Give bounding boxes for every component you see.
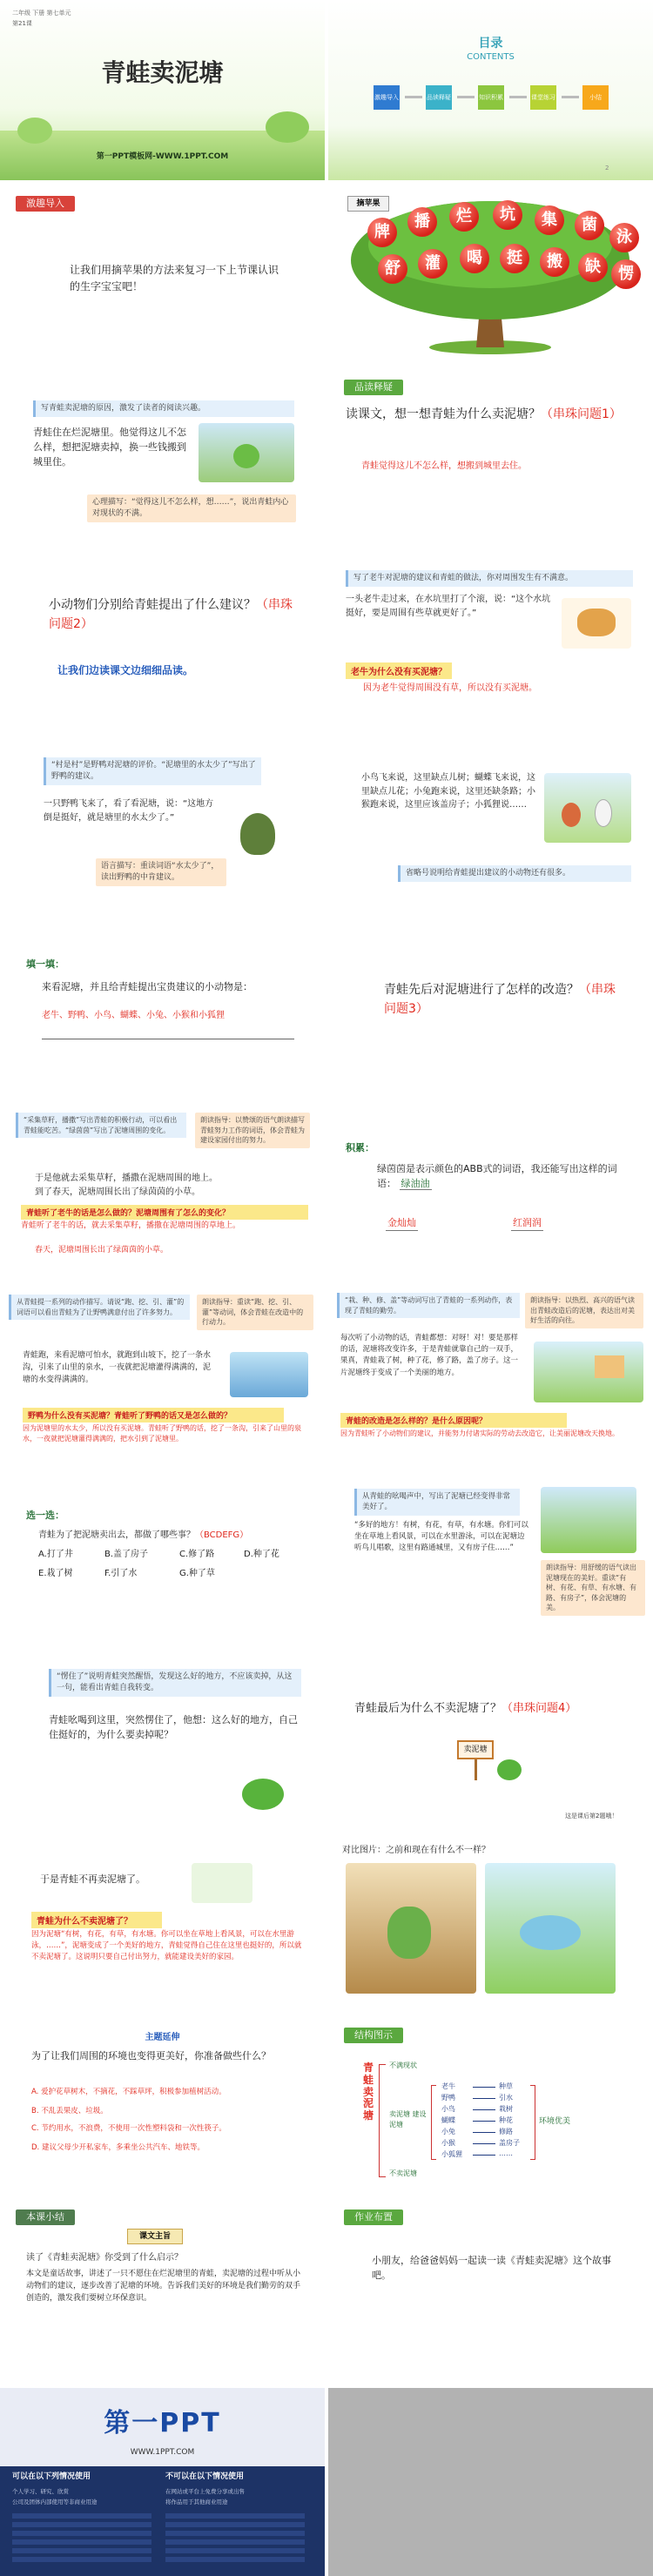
apple-char[interactable]: 喝 <box>460 244 489 273</box>
choose-option-f: F.引了水 <box>104 1569 138 1578</box>
q3-question-text: 青蛙先后对泥塘进行了怎样的改造？ <box>384 983 579 997</box>
sign-post <box>475 1759 477 1780</box>
frog-icon <box>242 1779 284 1810</box>
compare-title: 对比图片：之前和现在有什么不一样？ <box>342 1846 490 1855</box>
accum-text <box>377 1161 629 1191</box>
read1-text: 青蛙住在烂泥塘里。他觉得这儿不怎么样，想把泥塘卖掉，换一些钱搬到城里住。 <box>33 427 186 468</box>
structure-row-who: 小鸟 <box>441 2105 455 2113</box>
read2-question <box>346 406 633 425</box>
summary-tag: 本课小结 <box>16 2209 75 2225</box>
build-text: 每次听了小动物的话，青蛙都想：对呀！对！要是那样的话，泥塘将改变许多，于是青蛙就靠自己的一双手，果真，青蛙栽了树，种了花，修了路，盖了房子。这一片泥塘终于变成了一个美丽的地方。 <box>340 1334 519 1377</box>
birds-slide[interactable] <box>328 735 653 915</box>
choose-option-e: E.栽了树 <box>38 1569 73 1578</box>
homework-tag: 作业布置 <box>344 2209 403 2225</box>
footer-link-list-2 <box>165 2513 305 2566</box>
q3-question <box>384 981 619 1019</box>
pond-image <box>230 1352 308 1397</box>
scenery-note-top: 从青蛙的吆喝声中，写出了泥塘已经变得非常美好了。 <box>354 1489 520 1516</box>
structure-slide[interactable] <box>328 2021 653 2201</box>
apple-char[interactable]: 愣 <box>611 259 641 289</box>
cow-icon <box>577 609 616 636</box>
accum-given: 绿油油 <box>401 1178 430 1190</box>
changes-slide[interactable] <box>0 1102 325 1282</box>
structure-row-what: 种草 <box>499 2082 513 2090</box>
structure-title: 青蛙卖泥塘 <box>363 2061 374 2122</box>
nosell-answer: 因为泥塘“有树，有花，有草，有水塘。你可以坐在草地上看风景，可以在水里游泳，……”，泥塘变成了一个美好的地方，青蛙觉得自己住在这里也挺好的，所以就不卖泥塘了。这说明只要自己付出努力，就能建设美好的家园。 <box>31 1930 302 1962</box>
duck-image <box>228 804 289 865</box>
duck-slide[interactable] <box>0 735 325 915</box>
q4-question <box>354 1700 642 1718</box>
footer-slide[interactable] <box>0 2388 325 2576</box>
bush-decoration <box>17 118 52 144</box>
scenery-text: “多好的地方！有树，有花，有草，有水塘。你们可以坐在草地上看风景，可以在水里游泳，可以在泥塘边听鸟儿唱歌，这里有路通城里，又有房子住……” <box>354 1521 528 1553</box>
structure-row-dash <box>473 2087 495 2088</box>
choose-option-d: D.种了花 <box>244 1550 279 1559</box>
cow-slide[interactable] <box>328 551 653 731</box>
wonder-text: 青蛙吆喝到这里，突然愣住了，他想：这么好的地方，自己住挺好的，为什么要卖掉呢？ <box>49 1714 298 1741</box>
footer-logo: 第一PPT <box>104 2408 221 2438</box>
before-image <box>346 1863 476 1994</box>
intro-slide[interactable] <box>0 184 325 364</box>
choose-slide[interactable] <box>0 1470 325 1650</box>
choose-answer: （BCDEFG） <box>195 1530 249 1540</box>
choose-option-g: G.种了草 <box>179 1569 215 1578</box>
read2-ref: （串珠问题1） <box>541 407 622 421</box>
structure-bracket-inner <box>431 2085 436 2160</box>
after-image <box>485 1863 616 1994</box>
apple-char[interactable]: 挺 <box>500 244 529 273</box>
empty-slot <box>328 2388 653 2576</box>
village-image <box>534 1342 643 1402</box>
theme-item-a: A. 爱护花草树木，不摘花，不踩草坪，积极参加植树活动。 <box>31 2088 226 2096</box>
q2-question-text: 小动物们分别给青蛙提出了什么建议？ <box>49 598 256 612</box>
nosell-question: 青蛙为什么不卖泥塘了？ <box>31 1912 162 1928</box>
structure-tag: 结构图示 <box>344 2028 403 2043</box>
contents-slide[interactable] <box>328 0 653 180</box>
contents-item-1[interactable]: 激趣导入 <box>374 85 400 110</box>
cow-note-top: 写了老牛对泥塘的建议和青蛙的做法，你对周围发生有不满意。 <box>346 570 633 587</box>
structure-row-who: 野鸭 <box>441 2094 455 2102</box>
accum-text-body: 绿茵茵是表示颜色的ABB式的词语，我还能写出这样的词语： <box>377 1163 617 1190</box>
cover-title: 青蛙卖泥塘 <box>101 58 224 87</box>
structure-row-who: 小兔 <box>441 2128 455 2135</box>
q4-slide[interactable] <box>328 1653 653 1833</box>
water-note-top: 从青蛙提一系列的动作描写。请说“跑、挖、引、灌”的词语可以看出青蛙为了让野鸭满意付出了许多努力。 <box>9 1295 190 1320</box>
read2-tag: 品读释疑 <box>344 380 403 395</box>
contents-title-cn: 目录 <box>478 37 503 50</box>
structure-row-what: 引水 <box>499 2094 513 2102</box>
changes-note-right: 朗读指导：以赞颂的语气朗读描写青蛙努力工作的词语，体会青蛙为建设家园付出的努力。 <box>195 1113 310 1148</box>
structure-row-dash <box>473 2143 495 2144</box>
structure-row-who: 小狐狸 <box>441 2150 462 2158</box>
structure-left-mid: 卖泥塘 建设泥塘 <box>389 2110 427 2129</box>
fill1-text: 来看泥塘，并且给青蛙提出宝贵建议的小动物是： <box>42 981 252 992</box>
changes-question: 青蛙听了老牛的话是怎么做的？泥塘周围有了怎么的变化？ <box>21 1205 308 1220</box>
water-slide[interactable] <box>0 1286 325 1466</box>
contents-item-4[interactable]: 课堂练习 <box>530 85 556 110</box>
build-question: 青蛙的改造是怎么样的？是什么原因呢？ <box>340 1413 567 1428</box>
apple-char[interactable]: 牌 <box>367 218 397 247</box>
frog-pond-image <box>199 423 294 482</box>
structure-row-dash <box>473 2109 495 2110</box>
summary-heading: 课文主旨 <box>127 2229 183 2244</box>
page-number: 2 <box>605 165 609 172</box>
read2-slide[interactable] <box>328 367 653 548</box>
structure-row-who: 蝴蝶 <box>441 2116 455 2124</box>
scenery-slide[interactable] <box>328 1470 653 1650</box>
frog-icon <box>233 444 259 468</box>
choose-tag: 选一选： <box>26 1510 64 1521</box>
q2-ref: （串珠问题2） <box>49 598 293 631</box>
accum-slide[interactable] <box>328 1102 653 1282</box>
cow-question: 老牛为什么没有买泥塘？ <box>346 662 452 679</box>
choose-question-text: 青蛙为了把泥塘卖出去，都做了哪些事？ <box>38 1530 195 1540</box>
choose-option-a: A.打了井 <box>38 1550 73 1559</box>
build-note-right: 朗读指导：以热烈、高兴的语气读出青蛙改造后的泥塘，表达出对美好生活的向往。 <box>525 1293 643 1328</box>
accum-tag: 积累： <box>346 1142 374 1153</box>
footer-col2-line2: 将作品用于其他商业用途 <box>165 2499 228 2505</box>
apple-char[interactable]: 泳 <box>609 223 639 252</box>
apple-tree-slide[interactable] <box>328 184 653 364</box>
contents-item-3[interactable]: 知识积累 <box>478 85 504 110</box>
duck-text: 一只野鸭飞来了，看了看泥塘，说：“这地方倒是挺好，就是塘里的水太少了。” <box>44 799 214 823</box>
structure-row-who: 老牛 <box>441 2082 455 2090</box>
apple-char[interactable]: 坑 <box>493 200 522 230</box>
structure-row-what: 栽树 <box>499 2105 513 2113</box>
structure-row-dash <box>473 2132 495 2133</box>
structure-row-dash <box>473 2121 495 2122</box>
intro-tag: 激趣导入 <box>16 196 75 212</box>
cow-text: 一头老牛走过来，在水坑里打了个滚，说：“这个水坑挺好，要是周围有些草就更好了。” <box>346 595 551 618</box>
structure-row-what: 种花 <box>499 2116 513 2124</box>
q2-slide[interactable] <box>0 551 325 731</box>
summary-question: 读了《青蛙卖泥塘》你受到了什么启示？ <box>26 2253 183 2263</box>
water-question: 野鸭为什么没有买泥塘？青蛙听了野鸭的话又是怎么做的？ <box>23 1408 284 1423</box>
structure-result: 环境优美 <box>539 2117 571 2126</box>
duck-icon <box>240 813 275 855</box>
homework-slide[interactable] <box>328 2204 653 2384</box>
cover-meta-1: 二年级 下册 第七单元 <box>12 10 71 17</box>
q4-ref: （串珠问题4） <box>502 1702 577 1715</box>
apple-char[interactable]: 菌 <box>575 211 604 240</box>
cow-image <box>562 598 631 649</box>
pond-scenery-image <box>541 1487 636 1553</box>
contents-title-en: CONTENTS <box>467 52 515 62</box>
pond-icon <box>520 1915 581 1950</box>
footer-col1-title: 可以在以下列情况使用 <box>12 2472 91 2481</box>
frog-image <box>233 1766 294 1819</box>
contents-item-5[interactable]: 小结 <box>582 85 609 110</box>
footer-col1-line2: 公司及团体内部使用等非商业用途 <box>12 2499 98 2505</box>
choose-question <box>38 1529 308 1543</box>
accum-answer-1: 金灿灿 <box>386 1215 418 1231</box>
intro-text: 让我们用摘苹果的方法来复习一下上节课认识的生字宝宝吧！ <box>70 264 279 293</box>
frog-icon <box>497 1759 522 1780</box>
q3-slide[interactable] <box>328 918 653 1099</box>
connector <box>405 96 422 98</box>
birds-text: 小鸟飞来说，这里缺点儿树；蝴蝶飞来说，这里缺点儿花；小兔跑来说，这里还缺条路；小猴跑来说，这里应该盖房子；小狐狸说…… <box>361 773 535 810</box>
footer-col1-line1: 个人学习、研究、欣赏 <box>12 2488 69 2495</box>
water-text: 青蛙跑，来看泥塘可怕水，就跑到山坡下，挖了一条水沟，引来了山里的泉水，一夜就把泥塘灌得满满的，泥塘的水变得满满的。 <box>23 1351 212 1384</box>
q4-question-text: 青蛙最后为什么不卖泥塘了？ <box>354 1702 502 1715</box>
structure-row-what: 盖房子 <box>499 2139 520 2147</box>
q4-footnote: 这是课后第2题哦！ <box>565 1813 618 1819</box>
scenery-note-right: 朗读指导：用舒缓的语气读出泥塘现在的美好。重读“有树、有花、有草、有水塘、有路、有房子”，体会泥塘的美。 <box>541 1560 645 1616</box>
read2-question-text: 读课文，想一想青蛙为什么卖泥塘？ <box>346 407 541 421</box>
apple-tree-sign: 摘苹果 <box>347 196 389 212</box>
q3-ref: （串珠问题3） <box>384 983 616 1016</box>
structure-bracket <box>379 2064 386 2177</box>
homework-text: 小朋友，给爸爸妈妈一起读一读《青蛙卖泥塘》这个故事吧。 <box>372 2255 611 2282</box>
structure-row-what: …… <box>499 2149 513 2157</box>
summary-slide[interactable] <box>0 2204 325 2384</box>
apple-char[interactable]: 集 <box>535 205 564 235</box>
cover-site: 第一PPT模板网-WWW.1PPT.COM <box>96 152 229 161</box>
theme-slide[interactable] <box>0 2021 325 2201</box>
animals-image <box>544 773 631 843</box>
structure-left-top: 不满现状 <box>389 2061 417 2069</box>
compare-slide[interactable] <box>328 1837 653 2017</box>
footer-link-list-1 <box>12 2513 151 2566</box>
structure-row-what: 修路 <box>499 2128 513 2135</box>
birds-note-bottom: 省略号说明给青蛙提出建议的小动物还有很多。 <box>398 865 631 882</box>
wonder-note-top: “愣住了”说明青蛙突然醒悟，发现这么好的地方，不应该卖掉，从这一句，能看出青蛙自我转变。 <box>49 1669 301 1697</box>
wonder-slide[interactable] <box>0 1653 325 1833</box>
duck-note-top: “村是村”是野鸭对泥塘的评价。“泥塘里的水太少了”写出了野鸭的建议。 <box>44 757 261 785</box>
structure-left-bottom: 不卖泥塘 <box>389 2169 417 2177</box>
nosell-slide[interactable] <box>0 1837 325 2017</box>
q2-question <box>49 596 301 634</box>
water-note-right: 朗读指导：重读“跑、挖、引、灌”等动词，体会青蛙在改造中的行动力。 <box>197 1295 313 1330</box>
apple-char[interactable]: 舒 <box>378 254 407 284</box>
footer-url[interactable]: WWW.1PPT.COM <box>130 2448 195 2457</box>
cover-slide[interactable] <box>0 0 325 180</box>
footer-col2-line1: 在网站或平台上免费分享或出售 <box>165 2488 245 2495</box>
contents-item-2[interactable]: 品读释疑 <box>426 85 452 110</box>
theme-item-b: B. 不乱丢果皮、垃圾。 <box>31 2107 108 2115</box>
apple-char[interactable]: 播 <box>407 207 437 237</box>
fill1-animals: 老牛、野鸭、小鸟、蝴蝶、小兔、小猴和小狐狸 <box>42 1011 225 1020</box>
apple-char[interactable]: 烂 <box>449 202 479 232</box>
bush-decoration <box>266 111 309 143</box>
read1-note-bottom: 心理描写：“觉得这儿不怎么样，想……”，说出青蛙内心对现状的不满。 <box>87 494 296 522</box>
cover-meta-2: 第21课 <box>12 20 32 27</box>
structure-row-dash <box>473 2155 495 2156</box>
nosell-text: 于是青蛙不再卖泥塘了。 <box>40 1873 145 1885</box>
rabbit-icon <box>595 799 612 827</box>
theme-item-d: D. 建议父母少开私家车，多乘坐公共汽车、地铁等。 <box>31 2143 205 2152</box>
fill1-slide[interactable] <box>0 918 325 1099</box>
build-slide[interactable] <box>328 1286 653 1466</box>
structure-bracket-right <box>530 2085 535 2160</box>
fox-icon <box>562 803 581 827</box>
connector <box>562 96 579 98</box>
read1-note-top: 写青蛙卖泥塘的原因，激发了读者的阅读兴趣。 <box>33 400 294 417</box>
changes-answer2: 春天，泥塘周围长出了绿茵茵的小草。 <box>35 1246 169 1254</box>
read2-answer: 青蛙觉得这儿不怎么样，想搬到城里去住。 <box>361 461 527 471</box>
build-answer: 因为青蛙听了小动物们的建议，并能努力付诸实际的劳动去改造它，让美丽泥塘改天换地。 <box>340 1429 619 1437</box>
cow-answer: 因为老牛觉得周围没有草，所以没有买泥塘。 <box>363 683 537 693</box>
changes-answer1: 青蛙听了老牛的话，就去采集草籽，播撒在泥塘周围的草地上。 <box>21 1221 241 1230</box>
sell-sign: 卖泥塘 <box>457 1740 494 1759</box>
theme-question: 为了让我们周围的环境也变得更美好，你准备做些什么？ <box>31 2050 271 2061</box>
frog-image <box>192 1863 252 1903</box>
structure-row-dash <box>473 2098 495 2099</box>
apple-char[interactable]: 搬 <box>540 247 569 277</box>
changes-text2: 到了春天，泥塘周围长出了绿茵茵的小草。 <box>35 1187 200 1197</box>
connector <box>509 96 527 98</box>
choose-option-b: B.盖了房子 <box>104 1550 149 1559</box>
theme-heading: 主题延伸 <box>145 2033 180 2042</box>
structure-row-who: 小猴 <box>441 2139 455 2147</box>
accum-answer-2: 红润润 <box>511 1215 543 1231</box>
q2-tip: 让我们边读课文边细细品读。 <box>57 664 194 676</box>
build-note-top: “栽、种、修、盖”等动词写出了青蛙的一系列动作，表现了青蛙的勤劳。 <box>337 1293 520 1318</box>
summary-text: 本文是童话故事，讲述了一只不愿住在烂泥塘里的青蛙，卖泥塘的过程中听从小动物们的建议，逐步改善了泥塘的环境。告诉我们美好的环境是我们勤劳的双手创造的，激发我们要树立环保意识。 <box>26 2270 301 2303</box>
apple-char[interactable]: 缺 <box>578 252 608 282</box>
apple-char[interactable]: 灌 <box>418 249 448 279</box>
connector <box>457 96 475 98</box>
duck-note-bottom: 语言描写：重读词语“水太少了”，读出野鸭的中肯建议。 <box>96 858 226 886</box>
read1-slide[interactable] <box>0 367 325 548</box>
frog-icon <box>387 1907 431 1959</box>
house-icon <box>595 1355 624 1378</box>
footer-col2-title: 不可以在以下情况使用 <box>165 2472 245 2481</box>
changes-text1: 于是他就去采集草籽，播撒在泥塘周围的地上。 <box>35 1174 218 1183</box>
choose-option-c: C.修了路 <box>179 1550 215 1559</box>
fill1-tag: 填一填： <box>26 958 64 970</box>
changes-note-top: “采集草籽，播撒”写出青蛙的积极行动，可以看出青蛙能吃苦。“绿茵茵”写出了泥塘周围的变化。 <box>16 1113 186 1138</box>
water-answer: 因为泥塘里的水太少，所以没有买泥塘。青蛙听了野鸭的话，挖了一条沟，引来了山里的泉水，一夜就把泥塘灌得满满的，把水引到了泥塘里。 <box>23 1424 301 1443</box>
theme-item-c: C. 节约用水，不浪费，不使用一次性塑料袋和一次性筷子。 <box>31 2124 226 2133</box>
